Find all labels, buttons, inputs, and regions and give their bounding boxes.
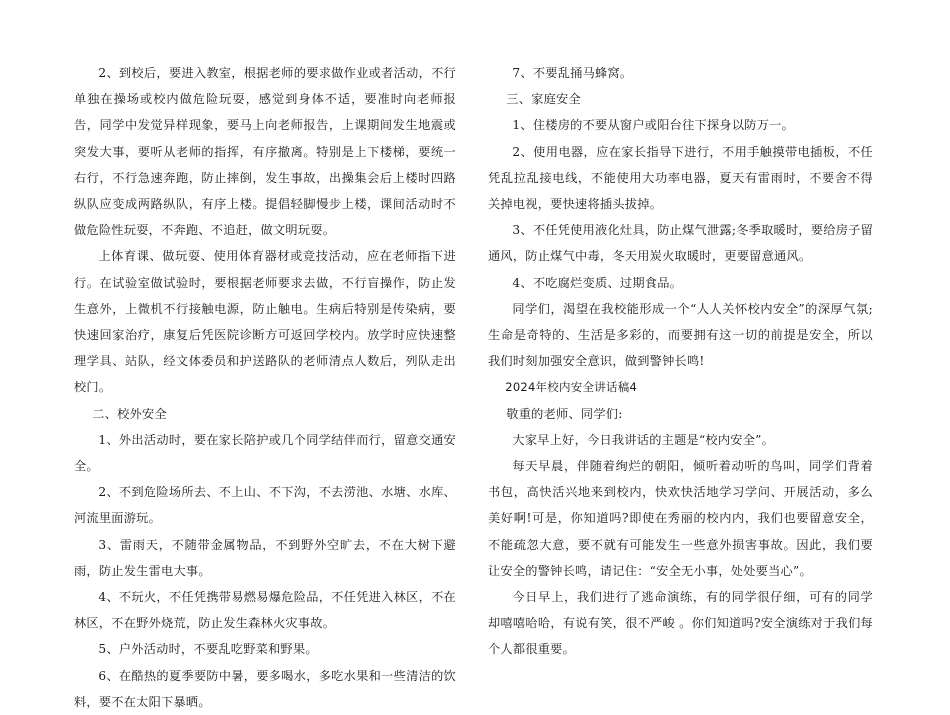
paragraph: 5、户外活动时，不要乱吃野菜和野果。 [98,642,318,657]
paragraph: 上体育课、做玩耍、使用体育器材或竞技活动，应在老师指下进行。在试验室做试验时，要根据老师要求去做，不行盲操作，防止发生意外，上微机不行接触电源，防止触电。生病后特别是传染病，要快速回家治疗，康复后凭医院诊断方可返回学校内。放学时应快速整理学具、站队，经文体委员和护送路队的老师清点人数后，列队走出校门。 [74,249,456,395]
paragraph: 3、雷雨天，不随带金属物品，不到野外空旷去，不在大树下避雨，防止发生雷电大事。 [74,537,456,578]
paragraph: 同学们，渴望在我校能形成一个“人人关怀校内安全”的深厚气氛;生命是奇特的、生活是多彩的，而要拥有这一切的前提是安全，所以我们时刻加强安全意识，做到警钟长鸣! [488,301,873,369]
paragraph: 1、住楼房的不要从窗户或阳台往下探身以防万一。 [512,118,795,133]
paragraph: 每天早晨，伴随着绚烂的朝阳，倾听着动听的鸟叫，同学们背着书包，高快活兴地来到校内，快欢快活地学习学问、开展活动，多么美好啊!可是，你知道吗?即使在秀丽的校内内，我们也要留意安全，不能疏忽大意，要不就有可能发生一些意外损害事故。因此，我们要让安全的警钟长鸣，请记住：“安全无小事，处处要当心”。 [488,459,873,578]
section-heading: 三、家庭安全 [506,92,581,107]
paragraph: 2、不到危险场所去、不上山、不下沟，不去涝池、水塘、水库、河流里面游玩。 [74,485,456,526]
paragraph: 4、不玩火，不任凭携带易燃易爆危险品，不任凭进入林区，不在林区，不在野外烧荒，防止发生森林火灾事故。 [74,590,456,631]
section-heading: 二、校外安全 [92,406,167,421]
salutation: 敬重的老师、同学们: [506,406,623,421]
paragraph: 2、到校后，要进入教室，根据老师的要求做作业或者活动，不行单独在操场或校内做危险玩耍，感觉到身体不适，要准时向老师报告，同学中发觉异样现象，要马上向老师报告，上课期间发生地震或突发大事，要听从老师的指挥，有序撤离。特别是上下楼梯，要统一右行，不行急速奔跑，防止摔倒，发生事故，出操集会后上楼时四路纵队应变成两路纵队，有序上楼。提倡轻脚慢步上楼，课间活动时不做危险性玩耍，不奔跑、不追赶，做文明玩耍。 [74,66,456,238]
paragraph: 大家早上好，今日我讲话的主题是“校内安全”。 [512,432,775,447]
left-column [74,60,456,715]
paragraph: 6、在酷热的夏季要防中暑，要多喝水，多吃水果和一些清洁的饮料，要不在太阳下暴晒。 [74,668,456,709]
speech-title: 2024年校内安全讲话稿4 [505,380,638,395]
paragraph: 7、不要乱捅马蜂窝。 [512,66,633,80]
paragraph: 1、外出活动时，要在家长陪护或几个同学结伴而行，留意交通安全。 [74,432,456,474]
paragraph: 4、不吃腐烂变质、过期食品。 [512,275,683,290]
paragraph: 3、不任凭使用液化灶具，防止煤气泄露;冬季取暖时，要给房子留通风，防止煤气中毒，冬天用炭火取暖时，更要留意通风。 [488,223,874,264]
paragraph: 2、使用电器，应在家长指导下进行，不用手触摸带电插板，不任凭乱拉乱接电线，不能使用大功率电器，夏天有雷雨时，不要舍不得关掉电视，要快速将插头拔掉。 [488,144,873,212]
right-column [488,60,873,663]
paragraph: 今日早上，我们进行了逃命演练，有的同学很仔细，可有的同学却嘻嘻哈哈，有说有笑，很不严峻 。你们知道吗?安全演练对于我们每个人都很重要。 [488,590,873,657]
